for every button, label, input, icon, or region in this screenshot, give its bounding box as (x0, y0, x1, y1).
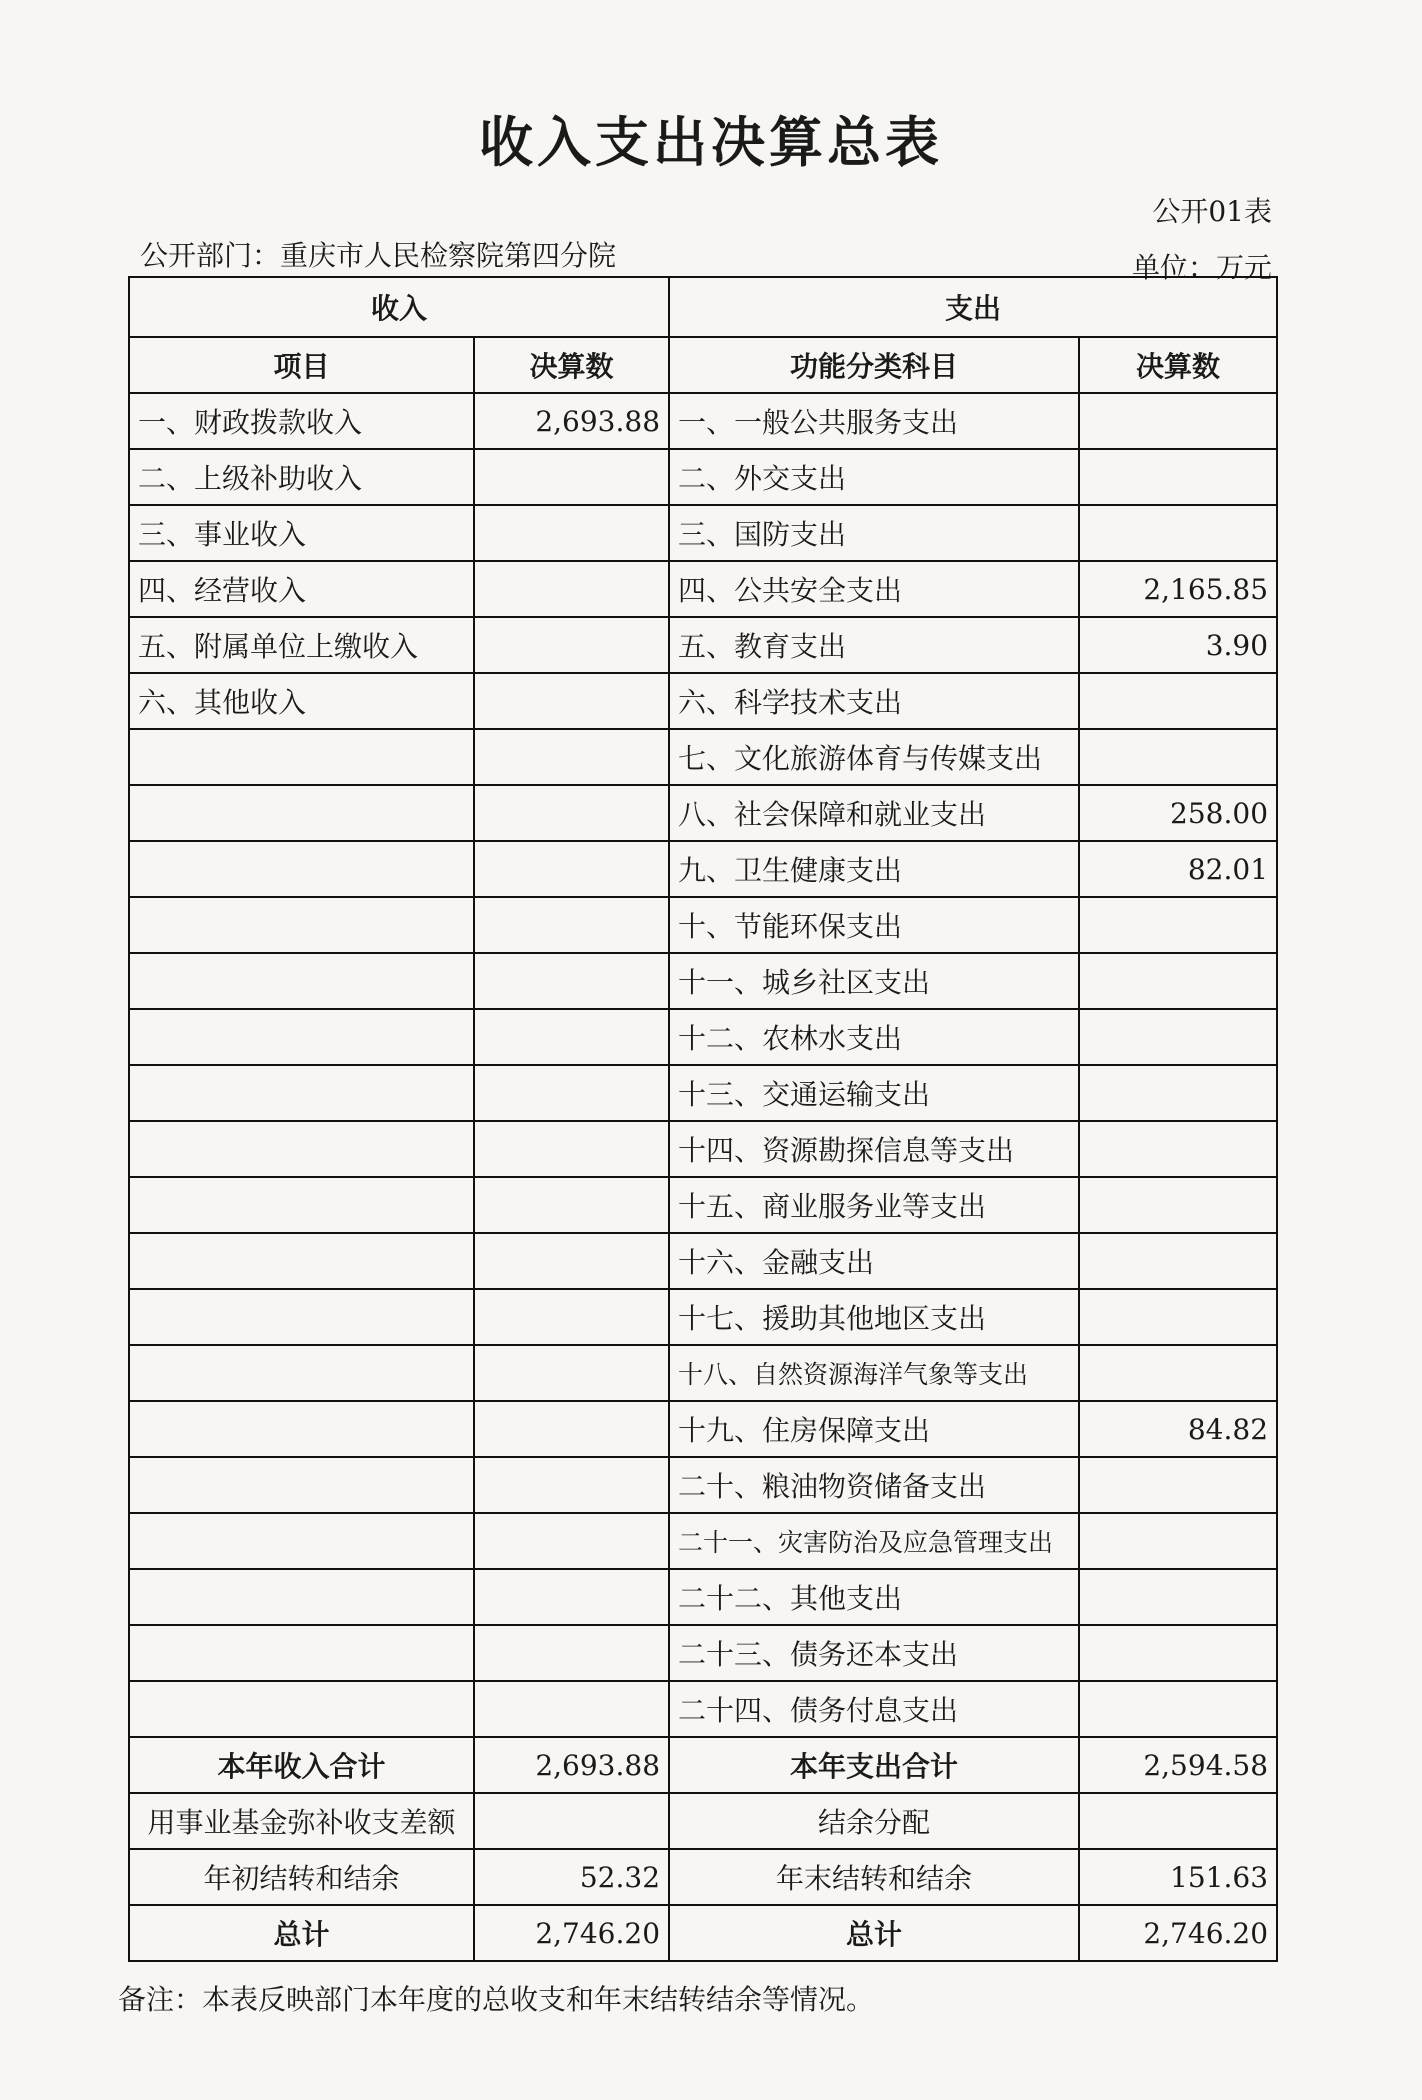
income-amount (474, 1513, 669, 1569)
table-row (129, 1401, 1277, 1457)
income-amount (474, 1569, 669, 1625)
income-amount (474, 673, 669, 729)
income-amount (474, 1233, 669, 1289)
table-row (129, 729, 1277, 785)
income-amount (474, 505, 669, 561)
summary-row (129, 1737, 1277, 1793)
summary-income-label: 用事业基金弥补收支差额 (129, 1793, 474, 1849)
expense-item: 八、社会保障和就业支出 (669, 785, 1079, 841)
income-amount (474, 1177, 669, 1233)
income-amount (474, 1065, 669, 1121)
table-row (129, 841, 1277, 897)
table-row (129, 1569, 1277, 1625)
summary-income-amount: 2,693.88 (474, 1737, 669, 1793)
table-row (129, 1681, 1277, 1737)
income-amount: 2,693.88 (474, 393, 669, 449)
table-row (129, 1121, 1277, 1177)
table-row (129, 1345, 1277, 1401)
income-amount (474, 1289, 669, 1345)
expense-item: 三、国防支出 (669, 505, 1079, 561)
expense-item: 九、卫生健康支出 (669, 841, 1079, 897)
expense-amount (1079, 673, 1277, 729)
table-row (129, 617, 1277, 673)
income-amount (474, 1009, 669, 1065)
expense-amount (1079, 505, 1277, 561)
table-row (129, 449, 1277, 505)
header-item: 项目 (129, 337, 474, 393)
income-item: 五、附属单位上缴收入 (129, 617, 474, 673)
income-item (129, 953, 474, 1009)
table-row (129, 953, 1277, 1009)
expense-amount: 3.90 (1079, 617, 1277, 673)
expense-item: 七、文化旅游体育与传媒支出 (669, 729, 1079, 785)
summary-expense-label: 结余分配 (669, 1793, 1079, 1849)
summary-expense-label: 总计 (669, 1905, 1079, 1961)
income-item: 三、事业收入 (129, 505, 474, 561)
income-item (129, 1009, 474, 1065)
table-row (129, 785, 1277, 841)
income-item (129, 1625, 474, 1681)
income-item (129, 1513, 474, 1569)
income-amount (474, 617, 669, 673)
table-row (129, 505, 1277, 561)
budget-table (128, 276, 1278, 1962)
income-amount (474, 785, 669, 841)
expense-item: 十八、自然资源海洋气象等支出 (669, 1345, 1079, 1401)
expense-item: 四、公共安全支出 (669, 561, 1079, 617)
expense-amount (1079, 1009, 1277, 1065)
income-item (129, 1177, 474, 1233)
expense-amount: 84.82 (1079, 1401, 1277, 1457)
summary-row (129, 1849, 1277, 1905)
income-amount (474, 1457, 669, 1513)
table-row (129, 1289, 1277, 1345)
expense-item: 二十三、债务还本支出 (669, 1625, 1079, 1681)
income-amount (474, 449, 669, 505)
table-row (129, 393, 1277, 449)
expense-amount (1079, 1457, 1277, 1513)
summary-expense-amount: 2,746.20 (1079, 1905, 1277, 1961)
expense-amount (1079, 1233, 1277, 1289)
expense-item: 二十、粮油物资储备支出 (669, 1457, 1079, 1513)
income-item (129, 1681, 474, 1737)
income-item (129, 1233, 474, 1289)
expense-item: 二十一、灾害防治及应急管理支出 (669, 1513, 1079, 1569)
income-amount (474, 729, 669, 785)
income-item: 四、经营收入 (129, 561, 474, 617)
expense-amount (1079, 1513, 1277, 1569)
expense-amount (1079, 1569, 1277, 1625)
header-expense: 支出 (669, 277, 1277, 337)
expense-amount (1079, 729, 1277, 785)
expense-item: 十三、交通运输支出 (669, 1065, 1079, 1121)
table-row (129, 1625, 1277, 1681)
expense-item: 十五、商业服务业等支出 (669, 1177, 1079, 1233)
department-label: 公开部门： (140, 239, 281, 272)
page-title: 收入支出决算总表 (479, 111, 943, 174)
income-item (129, 1065, 474, 1121)
header-income-amount: 决算数 (474, 337, 669, 393)
income-item: 一、财政拨款收入 (129, 393, 474, 449)
income-item (129, 1401, 474, 1457)
header-row-group (129, 277, 1277, 337)
income-item (129, 1345, 474, 1401)
income-item (129, 1289, 474, 1345)
income-item (129, 841, 474, 897)
expense-item: 十、节能环保支出 (669, 897, 1079, 953)
income-item (129, 1457, 474, 1513)
expense-item: 十一、城乡社区支出 (669, 953, 1079, 1009)
table-row (129, 673, 1277, 729)
income-amount (474, 897, 669, 953)
expense-amount (1079, 1681, 1277, 1737)
income-amount (474, 953, 669, 1009)
unit-label: 单位：万元 (1131, 251, 1272, 284)
income-item (129, 1569, 474, 1625)
income-amount (474, 1121, 669, 1177)
income-amount (474, 1401, 669, 1457)
header-row-columns (129, 337, 1277, 393)
summary-row (129, 1793, 1277, 1849)
table-row (129, 561, 1277, 617)
table-row (129, 1065, 1277, 1121)
expense-item: 十四、资源勘探信息等支出 (669, 1121, 1079, 1177)
summary-income-label: 总计 (129, 1905, 474, 1961)
expense-amount (1079, 1289, 1277, 1345)
expense-amount (1079, 1345, 1277, 1401)
income-amount (474, 1681, 669, 1737)
header-function-category: 功能分类科目 (669, 337, 1079, 393)
income-item (129, 897, 474, 953)
summary-expense-label: 年末结转和结余 (669, 1849, 1079, 1905)
expense-item: 五、教育支出 (669, 617, 1079, 673)
expense-amount: 2,165.85 (1079, 561, 1277, 617)
table-row (129, 897, 1277, 953)
expense-item: 十七、援助其他地区支出 (669, 1289, 1079, 1345)
summary-income-amount: 2,746.20 (474, 1905, 669, 1961)
expense-amount: 258.00 (1079, 785, 1277, 841)
expense-item: 一、一般公共服务支出 (669, 393, 1079, 449)
summary-income-label: 本年收入合计 (129, 1737, 474, 1793)
header-expense-amount: 决算数 (1079, 337, 1277, 393)
expense-amount (1079, 1065, 1277, 1121)
table-row (129, 1177, 1277, 1233)
income-amount (474, 561, 669, 617)
expense-amount (1079, 1177, 1277, 1233)
expense-item: 二、外交支出 (669, 449, 1079, 505)
table-row (129, 1513, 1277, 1569)
expense-item: 十六、金融支出 (669, 1233, 1079, 1289)
header-income: 收入 (129, 277, 669, 337)
summary-income-amount (474, 1793, 669, 1849)
summary-expense-label: 本年支出合计 (669, 1737, 1079, 1793)
income-item: 二、上级补助收入 (129, 449, 474, 505)
income-item (129, 785, 474, 841)
department (140, 234, 616, 274)
expense-amount: 82.01 (1079, 841, 1277, 897)
income-item (129, 729, 474, 785)
summary-income-amount: 52.32 (474, 1849, 669, 1905)
summary-income-label: 年初结转和结余 (129, 1849, 474, 1905)
expense-amount (1079, 1121, 1277, 1177)
department-name: 重庆市人民检察院第四分院 (280, 239, 617, 272)
expense-item: 六、科学技术支出 (669, 673, 1079, 729)
expense-item: 二十二、其他支出 (669, 1569, 1079, 1625)
income-amount (474, 1625, 669, 1681)
footnote: 备注：本表反映部门本年度的总收支和年末结转结余等情况。 (118, 1983, 875, 2016)
expense-amount (1079, 1625, 1277, 1681)
income-amount (474, 1345, 669, 1401)
expense-item: 十九、住房保障支出 (669, 1401, 1079, 1457)
income-amount (474, 841, 669, 897)
expense-amount (1079, 393, 1277, 449)
summary-expense-amount (1079, 1793, 1277, 1849)
table-row (129, 1009, 1277, 1065)
expense-item: 十二、农林水支出 (669, 1009, 1079, 1065)
income-item (129, 1121, 474, 1177)
expense-amount (1079, 449, 1277, 505)
summary-expense-amount: 2,594.58 (1079, 1737, 1277, 1793)
table-row (129, 1233, 1277, 1289)
expense-item: 二十四、债务付息支出 (669, 1681, 1079, 1737)
summary-row (129, 1905, 1277, 1961)
summary-expense-amount: 151.63 (1079, 1849, 1277, 1905)
income-item: 六、其他收入 (129, 673, 474, 729)
expense-amount (1079, 953, 1277, 1009)
expense-amount (1079, 897, 1277, 953)
table-row (129, 1457, 1277, 1513)
form-number: 公开01表 (1152, 195, 1272, 228)
